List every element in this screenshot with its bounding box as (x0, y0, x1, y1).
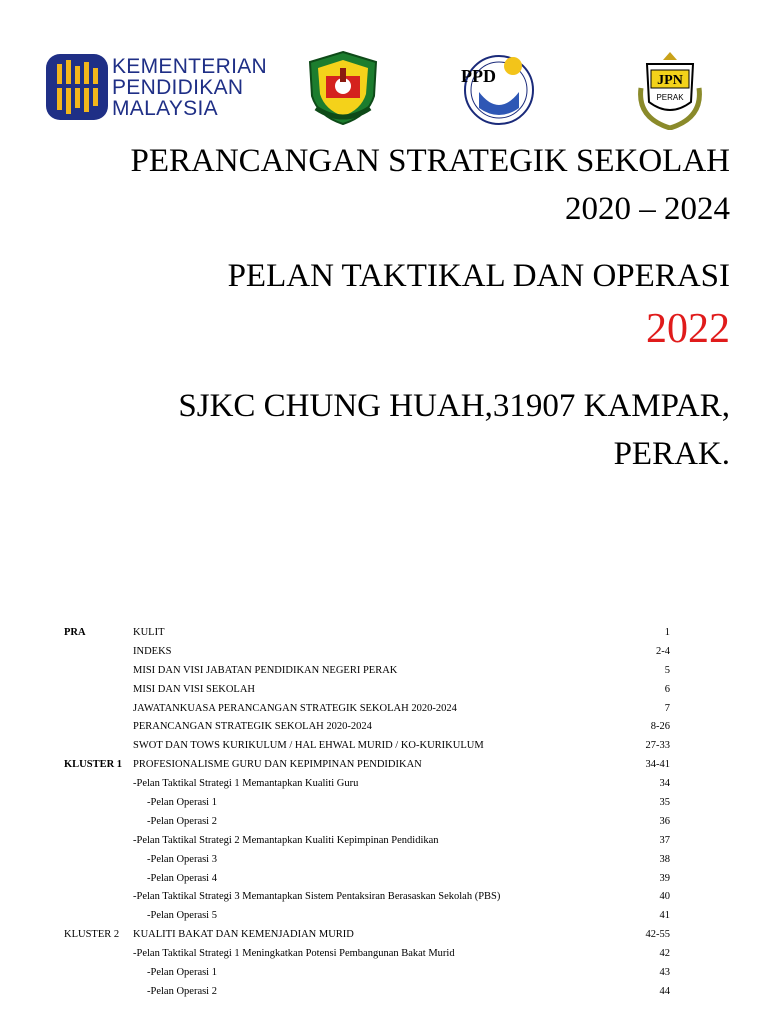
school-state: PERAK. (613, 436, 730, 472)
kpm-logo (46, 54, 267, 120)
ppd-logo-letters: PPD (461, 66, 496, 86)
index-row (64, 832, 670, 851)
index-section-label: PRA (64, 627, 86, 638)
index-row (64, 756, 670, 775)
index-section-label: KLUSTER 1 (64, 759, 123, 771)
index-entry-title: -Pelan Operasi 4 (147, 872, 217, 884)
kpm-emblem-icon (46, 54, 108, 120)
jpn-perak-crest-icon (633, 48, 707, 135)
school-crest-icon (306, 50, 380, 131)
index-entry-title: JAWATANKUASA PERANCANGAN STRATEGIK SEKOLAH 2020-2024 (133, 702, 457, 714)
index-page-number: 42 (659, 948, 670, 960)
index-entry-title: -Pelan Operasi 5 (147, 910, 217, 922)
index-page-number: 5 (664, 664, 670, 676)
index-row (64, 983, 670, 1002)
index-entry-title: -Pelan Operasi 3 (147, 853, 217, 865)
index-page-number: 7 (664, 702, 670, 714)
index-entry-title: -Pelan Taktikal Strategi 3 Memantapkan Sistem Pentaksiran Berasaskan Sekolah (PBS) (133, 891, 501, 903)
index-page-number: 36 (659, 815, 670, 827)
index-row (64, 643, 670, 662)
index-row (64, 851, 670, 870)
index-entry-title: -Pelan Taktikal Strategi 2 Memantapkan Kualiti Kepimpinan Pendidikan (133, 834, 439, 846)
school-name: SJKC CHUNG HUAH,31907 KAMPAR, (178, 388, 730, 424)
index-row (64, 662, 670, 681)
title-line-1: PERANCANGAN STRATEGIK SEKOLAH (130, 143, 730, 179)
index-entry-title: SWOT DAN TOWS KURIKULUM / HAL EHWAL MURID / KO-KURIKULUM (133, 740, 484, 752)
kpm-line-2: PENDIDIKAN (112, 76, 244, 99)
index-row (64, 700, 670, 719)
jpn-logo-subtext: PERAK (656, 93, 684, 102)
title-year-range: 2020 – 2024 (565, 191, 730, 227)
index-entry-title: -Pelan Operasi 2 (147, 985, 217, 997)
index-page-number: 41 (659, 910, 670, 922)
kpm-logo-text (112, 56, 267, 119)
index-page-number: 34 (659, 778, 670, 790)
index-entry-title: PERANCANGAN STRATEGIK SEKOLAH 2020-2024 (133, 721, 372, 733)
index-page-number: 40 (659, 891, 670, 903)
index-entry-title: -Pelan Taktikal Strategi 1 Meningkatkan Potensi Pembangunan Bakat Murid (133, 948, 455, 960)
index-row (64, 926, 670, 945)
index-page-number: 35 (659, 797, 670, 809)
index-page-number: 44 (659, 985, 670, 997)
ppd-logo-icon (457, 48, 539, 133)
index-entry-title: -Pelan Operasi 2 (147, 815, 217, 827)
index-page-number: 43 (659, 967, 670, 979)
index-entry-title: PROFESIONALISME GURU DAN KEPIMPINAN PENDIDIKAN (133, 759, 422, 771)
index-entry-title: MISI DAN VISI JABATAN PENDIDIKAN NEGERI PERAK (133, 664, 398, 676)
index-page-number: 34-41 (645, 759, 670, 771)
index-row (64, 870, 670, 889)
index-entry-title: KULIT (133, 627, 165, 638)
index-row (64, 907, 670, 926)
index-row (64, 794, 670, 813)
kpm-line-1: KEMENTERIAN (112, 55, 267, 78)
index-entry-title: -Pelan Operasi 1 (147, 967, 217, 979)
index-row (64, 964, 670, 983)
index-page-number: 2-4 (656, 645, 670, 657)
index-entry-title: MISI DAN VISI SEKOLAH (133, 683, 256, 695)
title-line-3: PELAN TAKTIKAL DAN OPERASI (227, 258, 730, 294)
index-entry-title: -Pelan Taktikal Strategi 1 Memantapkan Kualiti Guru (133, 778, 359, 790)
jpn-logo-letters: JPN (657, 73, 683, 88)
index-page-number: 27-33 (645, 740, 670, 752)
index-row (64, 718, 670, 737)
index-page-number: 38 (659, 853, 670, 865)
index-page-number: 39 (659, 872, 670, 884)
index-entry-title: KUALITI BAKAT DAN KEMENJADIAN MURID (133, 929, 354, 941)
index-row (64, 681, 670, 700)
index-page-number: 37 (659, 834, 670, 846)
index-page-number: 1 (664, 627, 670, 638)
index-row (64, 945, 670, 964)
index-entry-title: -Pelan Operasi 1 (147, 797, 217, 809)
index-page-number: 42-55 (645, 929, 670, 941)
index-page-number: 8-26 (650, 721, 670, 733)
logo-row (0, 48, 768, 138)
index-row (64, 813, 670, 832)
index-table (64, 624, 670, 1002)
title-year: 2022 (646, 306, 730, 352)
index-page-number: 6 (664, 683, 670, 695)
index-row (64, 888, 670, 907)
index-row (64, 737, 670, 756)
index-row (64, 775, 670, 794)
index-row (64, 624, 670, 643)
index-section-label: KLUSTER 2 (64, 929, 120, 941)
kpm-line-3: MALAYSIA (112, 97, 218, 120)
index-entry-title: INDEKS (133, 645, 172, 657)
